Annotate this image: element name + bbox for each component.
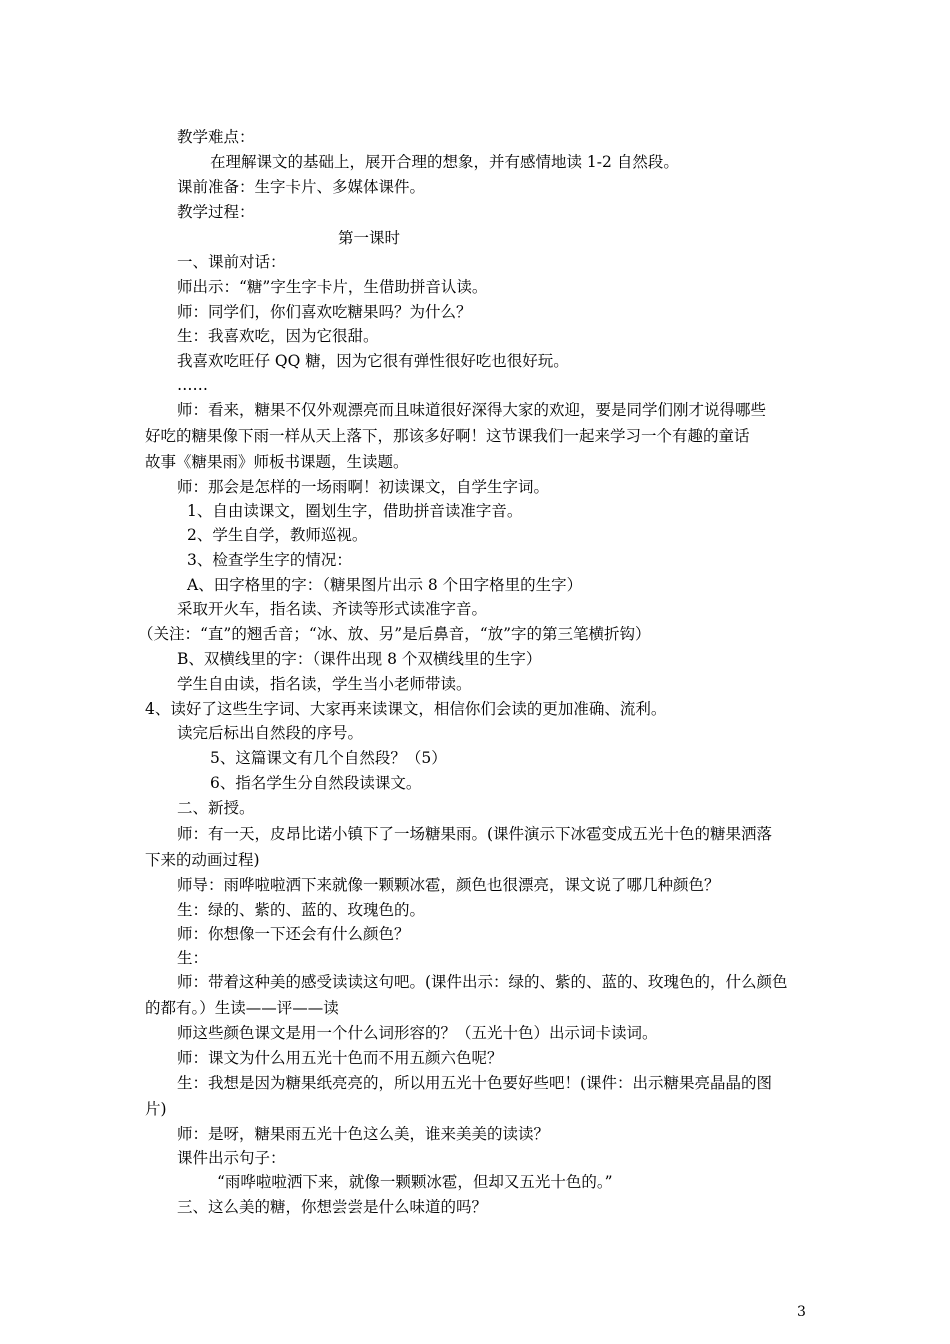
- text-line: A、田字格里的字：（糖果图片出示 8 个田字格里的生字）: [187, 576, 583, 594]
- text-line: 师：同学们，你们喜欢吃糖果吗？为什么？: [177, 303, 472, 321]
- text-line: 二、新授。: [177, 799, 255, 817]
- text-line: ……: [177, 376, 208, 394]
- text-line: 学生自由读，指名读，学生当小老师带读。: [177, 675, 472, 693]
- text-line: 课前准备：生字卡片、多媒体课件。: [177, 178, 426, 196]
- text-line: 师：有一天，皮昂比诺小镇下了一场糖果雨。(课件演示下冰雹变成五光十色的糖果洒落: [177, 825, 773, 843]
- text-line: 师：你想像一下还会有什么颜色？: [177, 925, 410, 943]
- text-line: 师：带着这种美的感受读读这句吧。(课件出示：绿的、紫的、蓝的、玫瑰色的，什么颜色: [177, 973, 788, 991]
- text-line: 师：课文为什么用五光十色而不用五颜六色呢？: [177, 1049, 503, 1067]
- text-line: 生：绿的、紫的、蓝的、玫瑰色的。: [177, 901, 426, 919]
- text-line: 3、检查学生字的情况：: [187, 551, 352, 569]
- section-heading: 第一课时: [338, 229, 401, 247]
- text-line: 教学过程：: [177, 203, 255, 221]
- text-line: 教学难点：: [177, 128, 255, 146]
- text-line: 好吃的糖果像下雨一样从天上落下，那该多好啊！这节课我们一起来学习一个有趣的童话: [145, 427, 750, 445]
- text-line: 5、这篇课文有几个自然段？（5）: [210, 749, 447, 767]
- text-line: 6、指名学生分自然段读课文。: [210, 774, 422, 792]
- text-line: 4、读好了这些生字词、大家再来读课文，相信你们会读的更加准确、流利。: [145, 700, 667, 718]
- text-line: 师导：雨哗啦啦洒下来就像一颗颗冰雹，颜色也很漂亮，课文说了哪几种颜色？: [177, 876, 720, 894]
- text-line: （关注：“直”的翘舌音；“冰、放、另”是后鼻音，“放”字的第三笔横折钩）: [138, 625, 651, 643]
- text-line: 1、自由读课文，圈划生字，借助拼音读准字音。: [187, 502, 523, 520]
- text-line: 读完后标出自然段的序号。: [177, 724, 364, 742]
- text-line: 生：我喜欢吃，因为它很甜。: [177, 327, 379, 345]
- text-line: 生：我想是因为糖果纸亮亮的，所以用五光十色要好些吧！(课件：出示糖果亮晶晶的图: [177, 1074, 773, 1092]
- text-line: 下来的动画过程): [145, 851, 260, 869]
- text-line: 三、这么美的糖，你想尝尝是什么味道的吗？: [177, 1198, 488, 1216]
- text-line: 故事《糖果雨》师板书课题，生读题。: [145, 453, 409, 471]
- text-line: 采取开火车，指名读、齐读等形式读准字音。: [177, 600, 488, 618]
- text-line: 一、课前对话：: [177, 253, 286, 271]
- text-line: 生：: [177, 949, 209, 967]
- text-line: 师：那会是怎样的一场雨啊！初读课文，自学生字词。: [177, 478, 550, 496]
- text-line: 课件出示句子：: [177, 1149, 286, 1167]
- text-line: 我喜欢吃旺仔 QQ 糖，因为它很有弹性很好吃也很好玩。: [177, 352, 569, 370]
- text-line: 片): [145, 1100, 167, 1118]
- text-line: 师这些颜色课文是用一个什么词形容的？（五光十色）出示词卡读词。: [177, 1024, 658, 1042]
- text-line: 师：是呀，糖果雨五光十色这么美，谁来美美的读读？: [177, 1125, 550, 1143]
- text-line: 的都有。）生读——评——读: [145, 999, 339, 1017]
- text-line: 师：看来，糖果不仅外观漂亮而且味道很好深得大家的欢迎，要是同学们刚才说得哪些: [177, 401, 767, 419]
- text-line: B、双横线里的字：（课件出现 8 个双横线里的生字）: [177, 650, 542, 668]
- page-number: 3: [797, 1304, 806, 1320]
- text-line: 2、学生自学，教师巡视。: [187, 526, 368, 544]
- quoted-sentence: “雨哗啦啦洒下来，就像一颗颗冰雹，但却又五光十色的。”: [217, 1173, 613, 1191]
- text-line: 在理解课文的基础上，展开合理的想象，并有感情地读 1-2 自然段。: [210, 153, 679, 171]
- text-line: 师出示：“糖”字生字卡片，生借助拼音认读。: [177, 278, 488, 296]
